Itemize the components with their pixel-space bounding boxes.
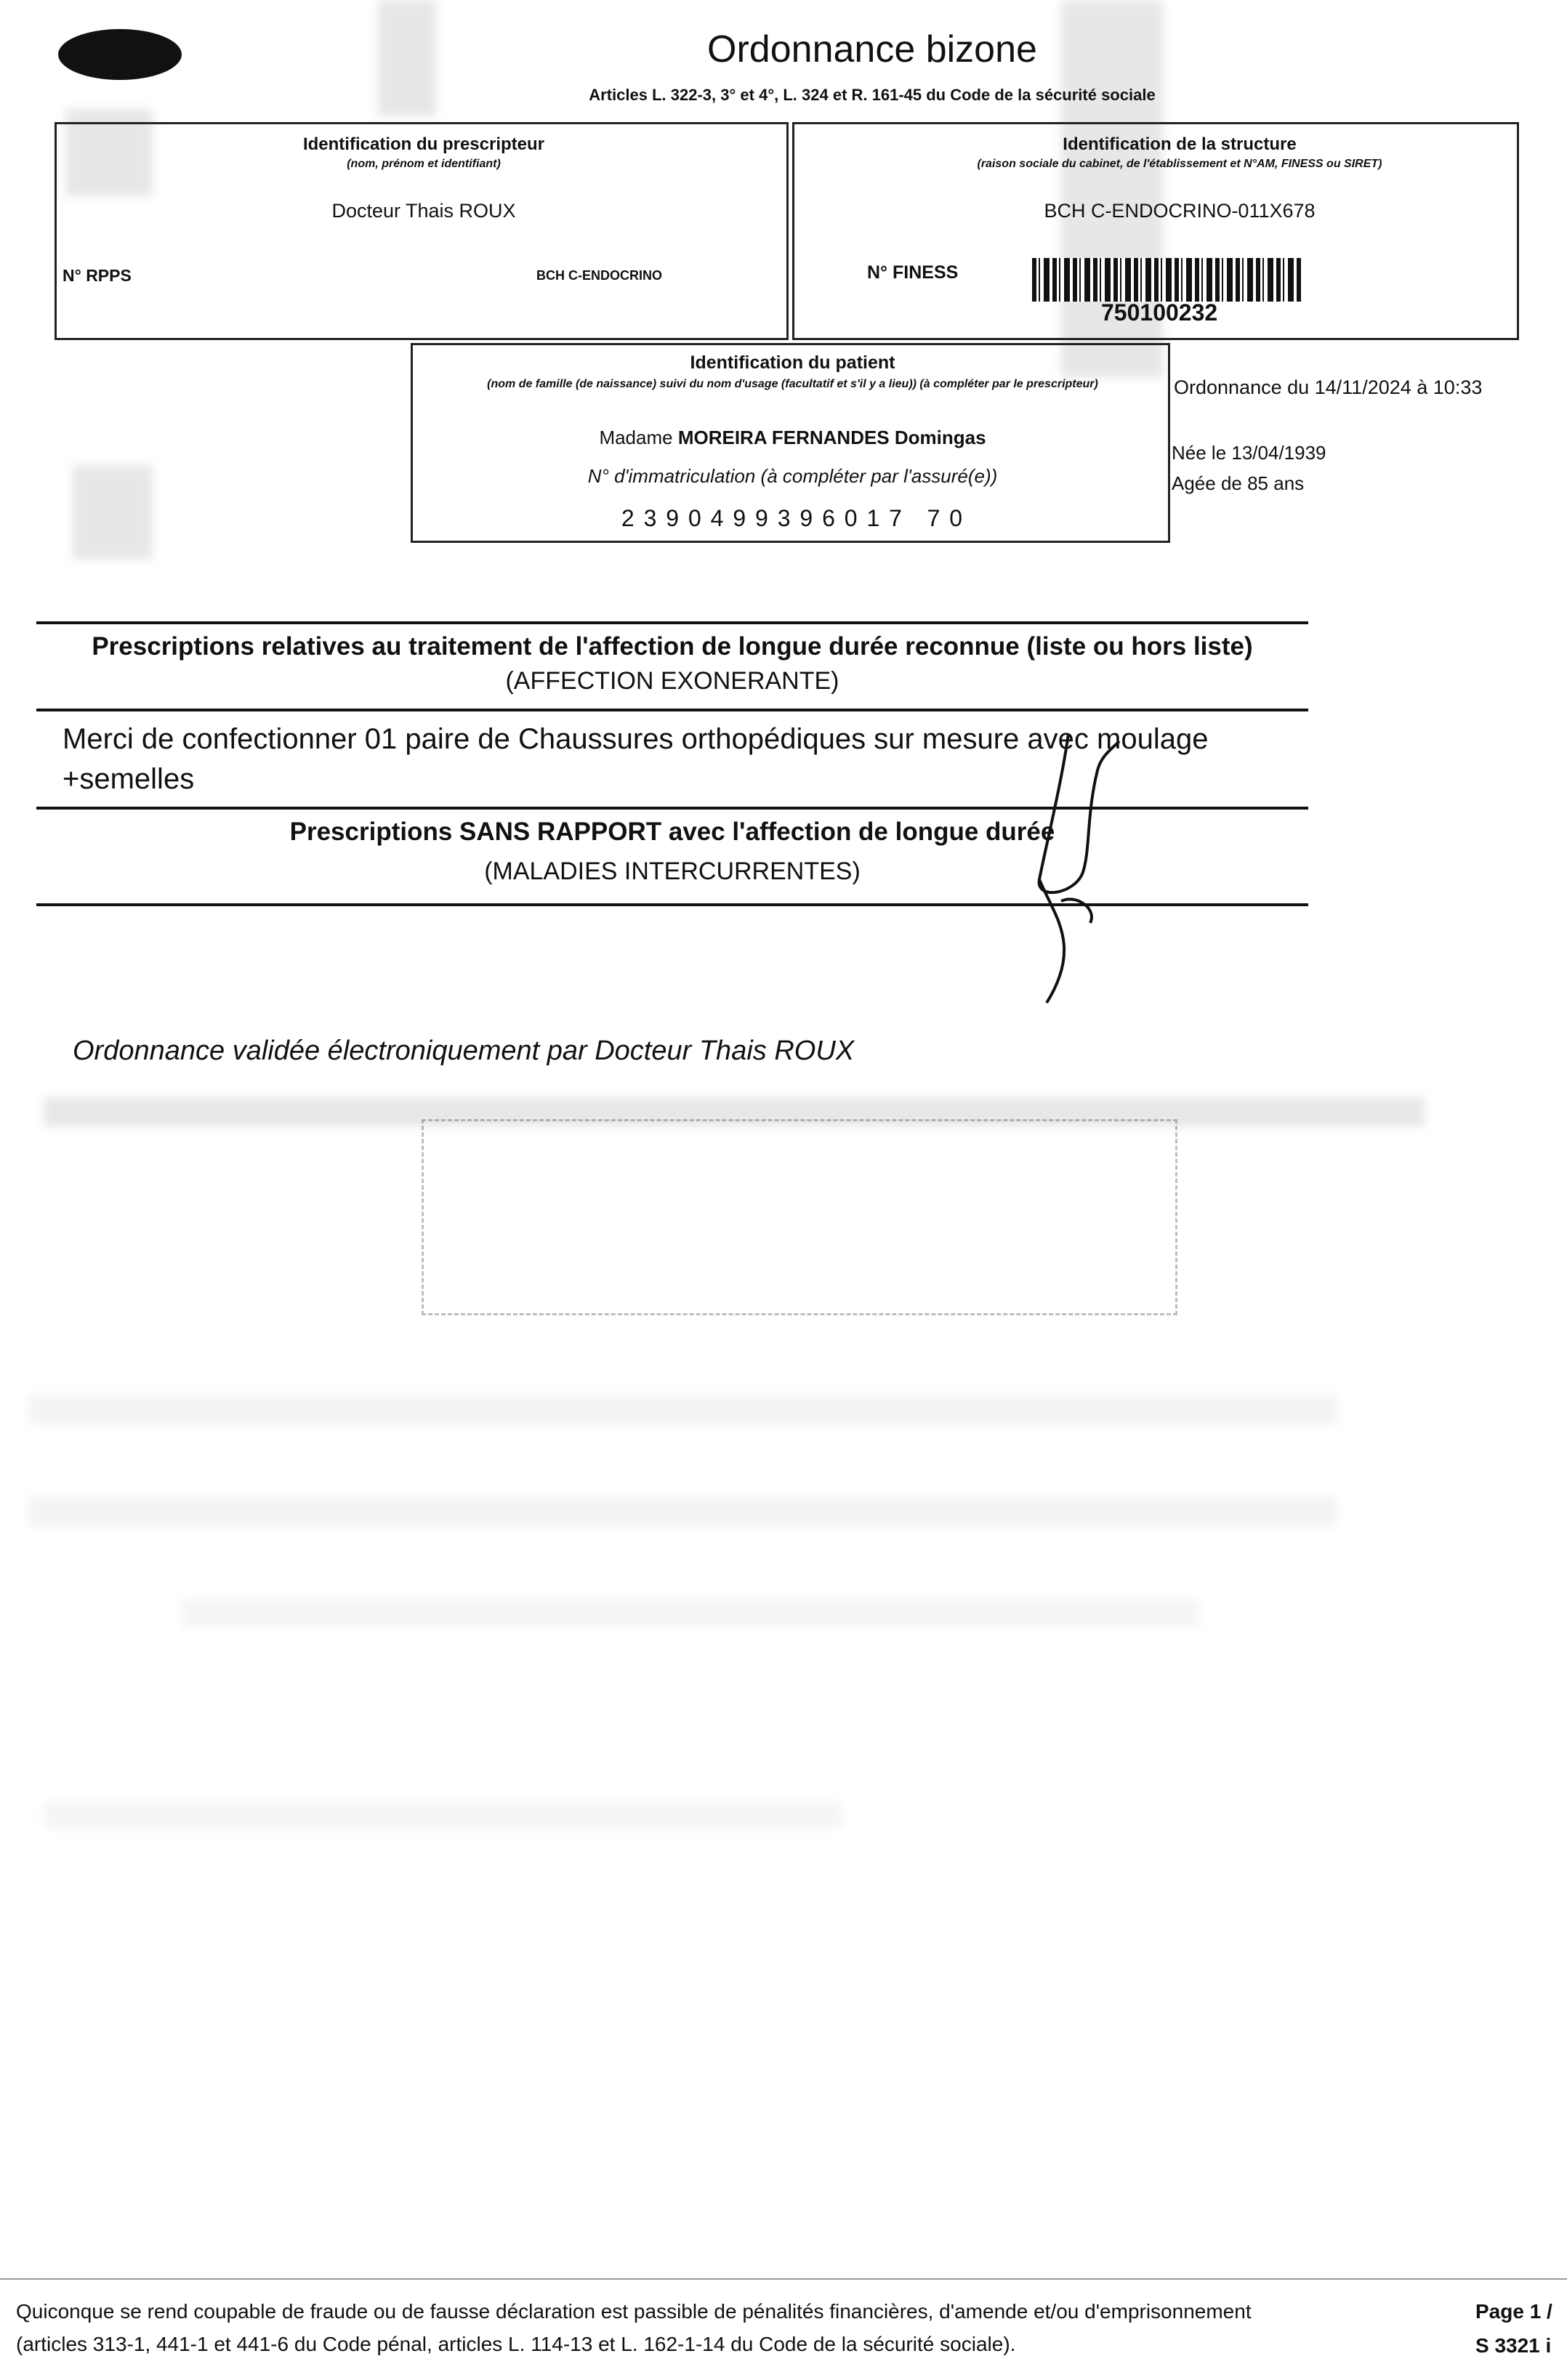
footer-warning-line1: Quiconque se rend coupable de fraude ou de fausse déclaration est passible de pénalités financières, d'amende et/ou d'emprisonnement (16, 2300, 1252, 2323)
logo (58, 29, 182, 80)
patient-name (413, 427, 1172, 449)
rule-ald-top (36, 621, 1308, 624)
footer-warning-line2: (articles 313-1, 441-1 et 441-6 du Code pénal, articles L. 114-13 et L. 162-1-14 du Code de la sécurité sociale). (16, 2333, 1016, 2355)
scan-noise (182, 1599, 1199, 1628)
patient-box (411, 343, 1170, 543)
rpps-label: N° RPPS (63, 266, 132, 285)
structure-name: BCH C-ENDOCRINO-011X678 (1044, 200, 1316, 222)
document-title: Ordonnance bizone (707, 28, 1037, 70)
ald-heading: Prescriptions relatives au traitement de l'affection de longue durée reconnue (liste ou hors liste) (92, 632, 1253, 661)
patient-heading: Identification du patient (690, 352, 895, 373)
page-number: Page 1 / (1475, 2300, 1552, 2323)
prescriber-name: Docteur Thais ROUX (331, 200, 516, 222)
form-reference: S 3321 i (1475, 2334, 1552, 2357)
structure-sub: (raison sociale du cabinet, de l'établissement et N°AM, FINESS ou SIRET) (977, 158, 1382, 170)
finess-barcode (1032, 258, 1301, 302)
nonald-heading: Prescriptions SANS RAPPORT avec l'affection de longue durée (289, 818, 1055, 846)
patient-sub: (nom de famille (de naissance) suivi du nom d'usage (facultatif et s'il y a lieu)) (à compléter par le prescripteur) (487, 378, 1098, 390)
structure-heading: Identification de la structure (1063, 134, 1297, 154)
footer-rule (0, 2278, 1567, 2280)
scan-noise (73, 465, 153, 560)
scan-noise (29, 1395, 1337, 1424)
immat-number: 2 3 9 0 4 9 9 3 9 6 0 1 7 7 0 (621, 505, 964, 531)
bleed-through-patient-box (422, 1119, 1177, 1315)
document-subtitle: Articles L. 322-3, 3° et 4°, L. 324 et R. 161-45 du Code de la sécurité sociale (589, 86, 1156, 104)
finess-number: 750100232 (1101, 299, 1218, 326)
rule-ald-bottom (36, 709, 1308, 711)
immat-label: N° d'immatriculation (à compléter par l'assuré(e)) (587, 465, 998, 487)
prescriber-sub: (nom, prénom et identifiant) (347, 158, 501, 170)
prescriber-box (55, 122, 789, 340)
patient-age: Agée de 85 ans (1172, 472, 1305, 494)
ald-sub: (AFFECTION EXONERANTE) (505, 667, 839, 695)
prescriber-service: BCH C-ENDOCRINO (536, 268, 662, 283)
signature-mark (1018, 727, 1134, 1017)
patient-name-value: MOREIRA FERNANDES Domingas (677, 427, 986, 448)
scan-noise (44, 1802, 843, 1828)
patient-birth: Née le 13/04/1939 (1172, 442, 1326, 464)
ald-prescription-item: Merci de confectionner 01 paire de Chaussures orthopédiques sur mesure avec moulage +semelles (63, 723, 1209, 795)
nonald-sub: (MALADIES INTERCURRENTES) (484, 858, 861, 885)
prescription-date: Ordonnance du 14/11/2024 à 10:33 (1174, 376, 1483, 398)
prescriber-heading: Identification du prescripteur (302, 134, 545, 154)
validation-text: Ordonnance validée électroniquement par Docteur Thais ROUX (73, 1036, 855, 1066)
patient-name-prefix: Madame (599, 427, 678, 448)
scan-noise (29, 1497, 1337, 1526)
scan-noise (378, 0, 436, 116)
finess-label: N° FINESS (867, 262, 959, 283)
